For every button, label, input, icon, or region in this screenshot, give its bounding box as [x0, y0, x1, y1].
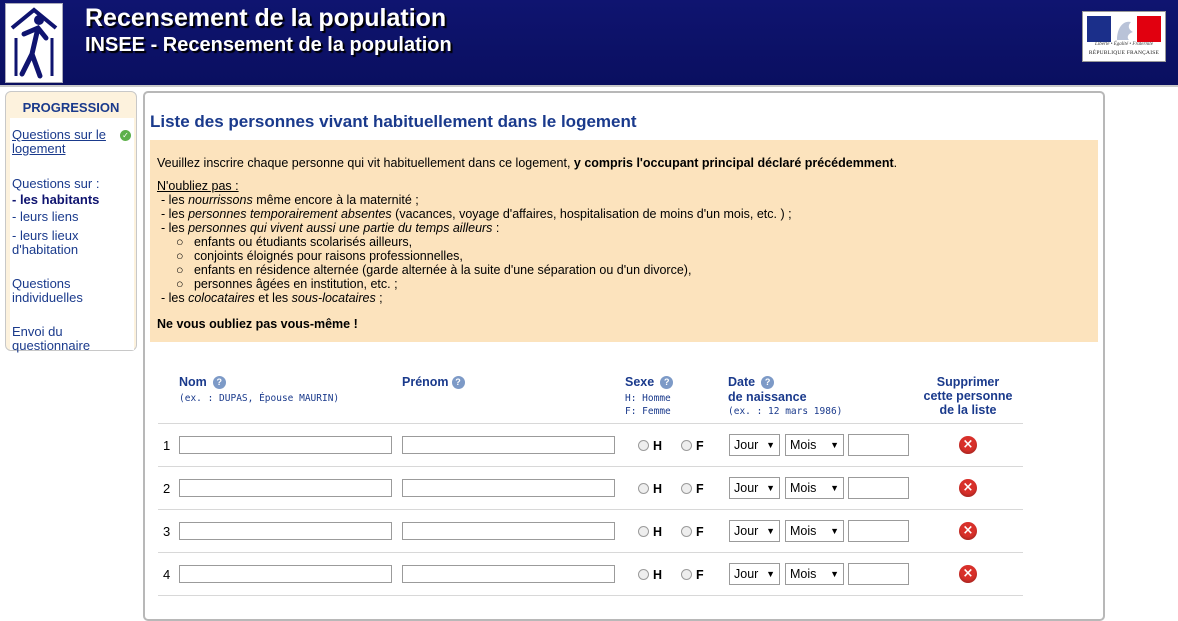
prenom-input[interactable] [402, 522, 615, 540]
row-number: 2 [163, 481, 171, 496]
sidebar-item-questions-individuelles: Questions individuelles [12, 276, 83, 305]
row-number: 1 [163, 438, 171, 453]
annee-input[interactable] [848, 477, 909, 499]
reminder-item-absents: - les personnes temporairement absentes (vacances, voyage d'affaires, hospitalisation de moins d'un mois, etc. ) ; [161, 207, 792, 221]
sidebar-item-lieux-habitation: - leurs lieux d'habitation [12, 228, 79, 257]
prenom-input[interactable] [402, 565, 615, 583]
sexe-h-label: H [653, 439, 663, 453]
delete-person-icon[interactable]: × [959, 522, 977, 540]
reminder-item-ailleurs: - les personnes qui vivent aussi une partie du temps ailleurs : [161, 221, 500, 235]
dropdown-arrow-icon: ▼ [766, 440, 775, 450]
mois-select[interactable]: Mois ▼ [785, 563, 844, 585]
reminder-item-nourrissons: - les nourrissons même encore à la maternité ; [161, 193, 419, 207]
dropdown-arrow-icon: ▼ [766, 526, 775, 536]
nom-input[interactable] [179, 436, 392, 454]
jour-select[interactable]: Jour ▼ [729, 520, 780, 542]
reminder-subitem: ○ conjoints éloignés pour raisons professionnelles, [176, 249, 463, 263]
row-divider [158, 552, 1023, 553]
sidebar-item-envoi: Envoi du questionnaire [12, 324, 91, 353]
mois-select[interactable]: Mois ▼ [785, 477, 844, 499]
dropdown-arrow-icon: ▼ [766, 569, 775, 579]
sexe-h-label: H [653, 482, 663, 496]
sexe-h-radio[interactable] [638, 526, 649, 537]
dropdown-arrow-icon: ▼ [766, 483, 775, 493]
nom-input[interactable] [179, 565, 392, 583]
help-icon[interactable]: ? [452, 376, 465, 389]
sexe-f-label: F [696, 568, 704, 582]
annee-input[interactable] [848, 520, 909, 542]
row-divider [158, 595, 1023, 596]
app-title: Recensement de la population [85, 4, 447, 32]
republic-motto: Liberté • Égalité • Fraternité [1095, 42, 1153, 47]
row-divider [158, 466, 1023, 467]
sexe-f-label: F [696, 482, 704, 496]
jour-select[interactable]: Jour ▼ [729, 434, 780, 456]
dropdown-arrow-icon: ▼ [830, 483, 839, 493]
sexe-f-radio[interactable] [681, 440, 692, 451]
completed-check-icon: ✓ [120, 130, 131, 141]
sexe-f-label: F [696, 439, 704, 453]
sexe-f-radio[interactable] [681, 569, 692, 580]
column-supprimer: Supprimer cette personne de la liste [923, 375, 1013, 417]
app-subtitle: INSEE - Recensement de la population [85, 34, 452, 56]
sexe-f-radio[interactable] [681, 483, 692, 494]
dropdown-arrow-icon: ▼ [830, 440, 839, 450]
dropdown-arrow-icon: ▼ [830, 569, 839, 579]
column-prenom: Prénom ? [402, 375, 465, 389]
sidebar-item-questions-sur: Questions sur : [12, 176, 100, 191]
sidebar-item-liens: - leurs liens [12, 209, 79, 224]
column-sexe: Sexe ? [625, 375, 673, 389]
column-date-example: (ex. : 12 mars 1986) [728, 406, 843, 417]
sexe-h-radio[interactable] [638, 569, 649, 580]
nom-input[interactable] [179, 522, 392, 540]
reminder-subitem: ○ enfants ou étudiants scolarisés ailleurs, [176, 235, 413, 249]
republique-francaise-logo [1082, 11, 1166, 62]
delete-person-icon[interactable]: × [959, 479, 977, 497]
column-date-2: de naissance [728, 390, 807, 404]
instructions-box [150, 140, 1098, 342]
sexe-f-radio[interactable] [681, 526, 692, 537]
nom-input[interactable] [179, 479, 392, 497]
delete-person-icon[interactable]: × [959, 436, 977, 454]
annee-input[interactable] [848, 563, 909, 585]
republic-name: RÉPUBLIQUE FRANÇAISE [1088, 50, 1160, 56]
sidebar-item-logement[interactable]: Questions sur le logement [12, 127, 106, 156]
dropdown-arrow-icon: ▼ [830, 526, 839, 536]
help-icon[interactable]: ? [660, 376, 673, 389]
mois-select[interactable]: Mois ▼ [785, 434, 844, 456]
instructions-intro: Veuillez inscrire chaque personne qui vit habituellement dans ce logement, y compris l'occupant principal déclaré précédemment. [157, 156, 898, 170]
sexe-f-label: F [696, 525, 704, 539]
reminder-yourself: Ne vous oubliez pas vous-même ! [157, 317, 358, 331]
page-title: Liste des personnes vivant habituellement dans le logement [150, 112, 637, 131]
annee-input[interactable] [848, 434, 909, 456]
sexe-legend-h: H: Homme [625, 393, 671, 404]
prenom-input[interactable] [402, 479, 615, 497]
row-number: 3 [163, 524, 171, 539]
sexe-h-label: H [653, 525, 663, 539]
delete-person-icon[interactable]: × [959, 565, 977, 583]
row-divider [158, 509, 1023, 510]
help-icon[interactable]: ? [761, 376, 774, 389]
prenom-input[interactable] [402, 436, 615, 454]
sexe-legend-f: F: Femme [625, 406, 671, 417]
progression-title: PROGRESSION [22, 100, 120, 115]
reminder-heading: N'oubliez pas : [157, 179, 239, 193]
sexe-h-label: H [653, 568, 663, 582]
reminder-item-colocataires: - les colocataires et les sous-locataires ; [161, 291, 383, 305]
sidebar-item-habitants: - les habitants [12, 192, 100, 207]
jour-select[interactable]: Jour ▼ [729, 477, 780, 499]
mois-select[interactable]: Mois ▼ [785, 520, 844, 542]
help-icon[interactable]: ? [213, 376, 226, 389]
row-number: 4 [163, 567, 171, 582]
column-nom: Nom ? [179, 375, 226, 389]
jour-select[interactable]: Jour ▼ [729, 563, 780, 585]
column-date: Date ? [728, 375, 774, 389]
insee-census-logo [5, 3, 63, 83]
column-nom-example: (ex. : DUPAS, Épouse MAURIN) [179, 393, 340, 404]
header [0, 0, 1178, 87]
reminder-subitem: ○ personnes âgées en institution, etc. ; [176, 277, 398, 291]
row-divider [158, 423, 1023, 424]
sexe-h-radio[interactable] [638, 440, 649, 451]
reminder-subitem: ○ enfants en résidence alternée (garde alternée à la suite d'une séparation ou d'un divorce), [176, 263, 692, 277]
sexe-h-radio[interactable] [638, 483, 649, 494]
